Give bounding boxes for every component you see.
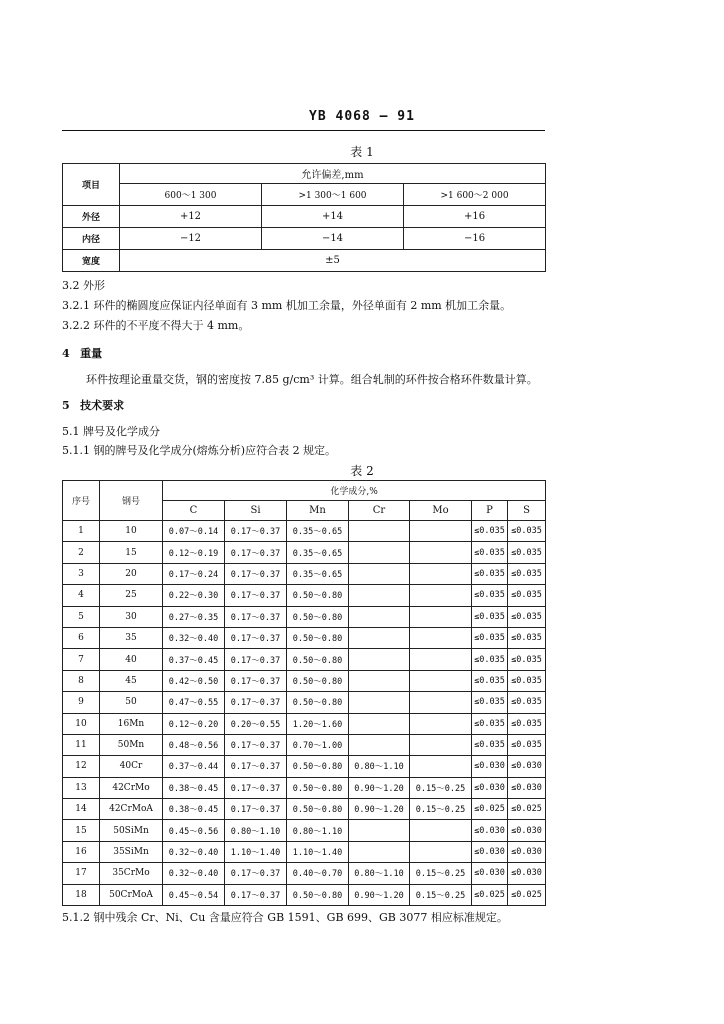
carbon-cell: 0.17～0.24 — [163, 563, 225, 584]
chromium-cell — [349, 692, 410, 713]
carbon-cell: 0.12～0.20 — [163, 713, 225, 734]
sulfur-cell: ≤0.030 — [508, 841, 546, 862]
manganese-cell: 0.50～0.80 — [287, 884, 349, 905]
element-header-p: P — [472, 501, 508, 521]
table-row — [63, 670, 546, 691]
molybdenum-cell: 0.15～0.25 — [410, 863, 472, 884]
sulfur-cell: ≤0.030 — [508, 820, 546, 841]
sulfur-cell: ≤0.035 — [508, 542, 546, 563]
steel-grade-cell: 50CrMoA — [100, 884, 163, 905]
carbon-cell: 0.07～0.14 — [163, 521, 225, 542]
serial-number-cell: 13 — [63, 777, 100, 798]
sulfur-cell: ≤0.035 — [508, 713, 546, 734]
silicon-cell: 0.17～0.37 — [225, 649, 287, 670]
silicon-cell: 0.17～0.37 — [225, 756, 287, 777]
molybdenum-cell: 0.15～0.25 — [410, 777, 472, 798]
steel-grade-cell: 35 — [100, 627, 163, 648]
serial-number-cell: 17 — [63, 863, 100, 884]
steel-grade-cell: 35CrMo — [100, 863, 163, 884]
serial-number-cell: 10 — [63, 713, 100, 734]
manganese-cell: 0.35～0.65 — [287, 521, 349, 542]
table-row — [63, 542, 546, 563]
silicon-cell: 0.20～0.55 — [225, 713, 287, 734]
sulfur-cell: ≤0.035 — [508, 734, 546, 755]
table1-caption: 表 1 — [350, 145, 374, 159]
carbon-cell: 0.45～0.56 — [163, 820, 225, 841]
phosphorus-cell: ≤0.030 — [472, 841, 508, 862]
serial-number-cell: 4 — [63, 585, 100, 606]
carbon-cell: 0.38～0.45 — [163, 799, 225, 820]
silicon-cell: 0.17～0.37 — [225, 777, 287, 798]
silicon-cell: 0.17～0.37 — [225, 627, 287, 648]
silicon-cell: 0.17～0.37 — [225, 521, 287, 542]
silicon-cell: 0.80～1.10 — [225, 820, 287, 841]
standard-code: YB 4068 — 91 — [309, 109, 415, 124]
phosphorus-cell: ≤0.035 — [472, 734, 508, 755]
silicon-cell: 0.17～0.37 — [225, 799, 287, 820]
sulfur-cell: ≤0.035 — [508, 670, 546, 691]
steel-grade-cell: 20 — [100, 563, 163, 584]
silicon-cell: 0.17～0.37 — [225, 670, 287, 691]
carbon-cell: 0.27～0.35 — [163, 606, 225, 627]
element-header-si: Si — [225, 501, 287, 521]
phosphorus-cell: ≤0.035 — [472, 649, 508, 670]
phosphorus-cell: ≤0.035 — [472, 713, 508, 734]
molybdenum-cell — [410, 756, 472, 777]
chromium-cell — [349, 521, 410, 542]
element-header-c: C — [163, 501, 225, 521]
serial-number-cell: 8 — [63, 670, 100, 691]
serial-number-header: 序号 — [63, 481, 100, 521]
table-row — [63, 820, 546, 841]
section-4-heading — [62, 345, 102, 361]
table-row — [63, 863, 546, 884]
tolerance-cell: −12 — [120, 228, 262, 250]
manganese-cell: 0.35～0.65 — [287, 542, 349, 563]
section-4-body: 环件按理论重量交货，钢的密度按 7.85 g/cm³ 计算。组合轧制的环件按合格环件数量计算。 — [86, 373, 538, 386]
silicon-cell: 0.17～0.37 — [225, 692, 287, 713]
chromium-cell: 0.80～1.10 — [349, 863, 410, 884]
steel-grade-cell: 42CrMo — [100, 777, 163, 798]
tolerance-table — [62, 163, 546, 272]
table-row — [63, 627, 546, 648]
phosphorus-cell: ≤0.030 — [472, 863, 508, 884]
tolerance-cell: −16 — [404, 228, 546, 250]
silicon-cell: 0.17～0.37 — [225, 585, 287, 606]
sulfur-cell: ≤0.025 — [508, 884, 546, 905]
section-3-2-2: 3.2.2 环件的不平度不得大于 4 mm。 — [62, 319, 250, 332]
steel-grade-header: 钢号 — [100, 481, 163, 521]
steel-grade-cell: 50SiMn — [100, 820, 163, 841]
serial-number-cell: 5 — [63, 606, 100, 627]
table-row — [63, 521, 546, 542]
carbon-cell: 0.12～0.19 — [163, 542, 225, 563]
silicon-cell: 0.17～0.37 — [225, 606, 287, 627]
phosphorus-cell: ≤0.035 — [472, 563, 508, 584]
serial-number-cell: 9 — [63, 692, 100, 713]
carbon-cell: 0.38～0.45 — [163, 777, 225, 798]
phosphorus-cell: ≤0.030 — [472, 756, 508, 777]
silicon-cell: 0.17～0.37 — [225, 734, 287, 755]
chromium-cell — [349, 542, 410, 563]
manganese-cell: 0.50～0.80 — [287, 799, 349, 820]
chromium-cell — [349, 585, 410, 606]
composition-rows — [63, 521, 546, 906]
carbon-cell: 0.47～0.55 — [163, 692, 225, 713]
range-header: 600～1 300 — [120, 184, 262, 206]
table-row — [63, 841, 546, 862]
steel-grade-cell: 50 — [100, 692, 163, 713]
table-row — [63, 799, 546, 820]
section-5-heading — [62, 397, 124, 413]
row-label-outer-diameter: 外径 — [63, 206, 120, 228]
carbon-cell: 0.32～0.40 — [163, 627, 225, 648]
steel-grade-cell: 50Mn — [100, 734, 163, 755]
chromium-cell — [349, 606, 410, 627]
phosphorus-cell: ≤0.035 — [472, 692, 508, 713]
carbon-cell: 0.32～0.40 — [163, 841, 225, 862]
carbon-cell: 0.37～0.45 — [163, 649, 225, 670]
steel-grade-cell: 15 — [100, 542, 163, 563]
element-header-mn: Mn — [287, 501, 349, 521]
sulfur-cell: ≤0.030 — [508, 756, 546, 777]
serial-number-cell: 16 — [63, 841, 100, 862]
molybdenum-cell — [410, 585, 472, 606]
chemical-composition-table — [62, 480, 546, 906]
section-5-1-1: 5.1.1 钢的牌号及化学成分(熔炼分析)应符合表 2 规定。 — [62, 444, 337, 457]
serial-number-cell: 15 — [63, 820, 100, 841]
manganese-cell: 1.20～1.60 — [287, 713, 349, 734]
molybdenum-cell: 0.15～0.25 — [410, 799, 472, 820]
steel-grade-cell: 35SiMn — [100, 841, 163, 862]
serial-number-cell: 7 — [63, 649, 100, 670]
tolerance-cell: +12 — [120, 206, 262, 228]
serial-number-cell: 1 — [63, 521, 100, 542]
phosphorus-cell: ≤0.035 — [472, 585, 508, 606]
serial-number-cell: 18 — [63, 884, 100, 905]
sulfur-cell: ≤0.035 — [508, 627, 546, 648]
molybdenum-cell — [410, 521, 472, 542]
phosphorus-cell: ≤0.035 — [472, 606, 508, 627]
molybdenum-cell — [410, 606, 472, 627]
table-row — [63, 649, 546, 670]
phosphorus-cell: ≤0.035 — [472, 542, 508, 563]
section-4-title: 重量 — [80, 347, 103, 360]
sulfur-cell: ≤0.035 — [508, 606, 546, 627]
manganese-cell: 0.50～0.80 — [287, 756, 349, 777]
width-tolerance-cell: ±5 — [120, 250, 546, 272]
steel-grade-cell: 42CrMoA — [100, 799, 163, 820]
serial-number-cell: 2 — [63, 542, 100, 563]
element-header-mo: Mo — [410, 501, 472, 521]
sulfur-cell: ≤0.030 — [508, 777, 546, 798]
silicon-cell: 0.17～0.37 — [225, 563, 287, 584]
manganese-cell: 0.70～1.00 — [287, 734, 349, 755]
steel-grade-cell: 16Mn — [100, 713, 163, 734]
table-row — [63, 563, 546, 584]
sulfur-cell: ≤0.035 — [508, 692, 546, 713]
manganese-cell: 0.50～0.80 — [287, 585, 349, 606]
section-3-2-1: 3.2.1 环件的椭圆度应保证内径单面有 3 mm 机加工余量，外径单面有 2 mm 机加工余量。 — [62, 299, 512, 312]
steel-grade-cell: 40Cr — [100, 756, 163, 777]
steel-grade-cell: 30 — [100, 606, 163, 627]
range-header: >1 300～1 600 — [262, 184, 404, 206]
carbon-cell: 0.45～0.54 — [163, 884, 225, 905]
manganese-cell: 0.80～1.10 — [287, 820, 349, 841]
table-row — [63, 713, 546, 734]
serial-number-cell: 12 — [63, 756, 100, 777]
phosphorus-cell: ≤0.030 — [472, 777, 508, 798]
phosphorus-cell: ≤0.035 — [472, 627, 508, 648]
manganese-cell: 0.50～0.80 — [287, 692, 349, 713]
manganese-cell: 0.35～0.65 — [287, 563, 349, 584]
chromium-cell: 0.80～1.10 — [349, 756, 410, 777]
element-header-s: S — [508, 501, 546, 521]
serial-number-cell: 6 — [63, 627, 100, 648]
molybdenum-cell — [410, 841, 472, 862]
tolerance-cell: +16 — [404, 206, 546, 228]
sulfur-cell: ≤0.035 — [508, 521, 546, 542]
molybdenum-cell — [410, 734, 472, 755]
manganese-cell: 0.50～0.80 — [287, 670, 349, 691]
tolerance-group-header: 允许偏差,mm — [120, 164, 546, 184]
chromium-cell — [349, 820, 410, 841]
table-row — [63, 692, 546, 713]
carbon-cell: 0.32～0.40 — [163, 863, 225, 884]
manganese-cell: 0.50～0.80 — [287, 627, 349, 648]
sulfur-cell: ≤0.035 — [508, 563, 546, 584]
table2-caption: 表 2 — [350, 464, 374, 478]
molybdenum-cell — [410, 563, 472, 584]
steel-grade-cell: 45 — [100, 670, 163, 691]
molybdenum-cell — [410, 542, 472, 563]
section-5-1: 5.1 牌号及化学成分 — [62, 425, 160, 438]
molybdenum-cell — [410, 649, 472, 670]
chromium-cell — [349, 627, 410, 648]
silicon-cell: 0.17～0.37 — [225, 542, 287, 563]
chromium-cell — [349, 563, 410, 584]
tolerance-cell: −14 — [262, 228, 404, 250]
range-header: >1 600～2 000 — [404, 184, 546, 206]
section-4-number: 4 — [62, 347, 70, 360]
molybdenum-cell — [410, 670, 472, 691]
sulfur-cell: ≤0.025 — [508, 799, 546, 820]
row-label-inner-diameter: 内径 — [63, 228, 120, 250]
phosphorus-cell: ≤0.035 — [472, 521, 508, 542]
carbon-cell: 0.37～0.44 — [163, 756, 225, 777]
serial-number-cell: 3 — [63, 563, 100, 584]
section-5-number: 5 — [62, 399, 70, 412]
sulfur-cell: ≤0.035 — [508, 585, 546, 606]
molybdenum-cell — [410, 820, 472, 841]
row-label-width: 宽度 — [63, 250, 120, 272]
phosphorus-cell: ≤0.025 — [472, 884, 508, 905]
element-header-cr: Cr — [349, 501, 410, 521]
header-rule — [62, 130, 545, 131]
section-5-title: 技术要求 — [80, 399, 125, 412]
carbon-cell: 0.22～0.30 — [163, 585, 225, 606]
serial-number-cell: 14 — [63, 799, 100, 820]
silicon-cell: 0.17～0.37 — [225, 863, 287, 884]
steel-grade-cell: 40 — [100, 649, 163, 670]
phosphorus-cell: ≤0.025 — [472, 799, 508, 820]
table-row — [63, 734, 546, 755]
chromium-cell: 0.90～1.20 — [349, 884, 410, 905]
manganese-cell: 1.10～1.40 — [287, 841, 349, 862]
molybdenum-cell — [410, 692, 472, 713]
carbon-cell: 0.48～0.56 — [163, 734, 225, 755]
phosphorus-cell: ≤0.030 — [472, 820, 508, 841]
composition-group-header: 化学成分,% — [163, 481, 546, 501]
phosphorus-cell: ≤0.035 — [472, 670, 508, 691]
chromium-cell — [349, 649, 410, 670]
sulfur-cell: ≤0.035 — [508, 649, 546, 670]
silicon-cell: 0.17～0.37 — [225, 884, 287, 905]
molybdenum-cell — [410, 627, 472, 648]
manganese-cell: 0.40～0.70 — [287, 863, 349, 884]
molybdenum-cell — [410, 713, 472, 734]
manganese-cell: 0.50～0.80 — [287, 777, 349, 798]
manganese-cell: 0.50～0.80 — [287, 649, 349, 670]
chromium-cell — [349, 713, 410, 734]
chromium-cell: 0.90～1.20 — [349, 777, 410, 798]
steel-grade-cell: 25 — [100, 585, 163, 606]
carbon-cell: 0.42～0.50 — [163, 670, 225, 691]
table-row — [63, 606, 546, 627]
molybdenum-cell: 0.15～0.25 — [410, 884, 472, 905]
section-3-2: 3.2 外形 — [62, 279, 105, 292]
chromium-cell: 0.90～1.20 — [349, 799, 410, 820]
item-header: 项目 — [63, 164, 120, 206]
table-row — [63, 585, 546, 606]
silicon-cell: 1.10～1.40 — [225, 841, 287, 862]
section-5-1-2: 5.1.2 钢中残余 Cr、Ni、Cu 含量应符合 GB 1591、GB 699、GB 3077 相应标准规定。 — [62, 911, 508, 924]
table-row — [63, 756, 546, 777]
manganese-cell: 0.50～0.80 — [287, 606, 349, 627]
table-row — [63, 884, 546, 905]
table-row — [63, 777, 546, 798]
chromium-cell — [349, 734, 410, 755]
chromium-cell — [349, 841, 410, 862]
steel-grade-cell: 10 — [100, 521, 163, 542]
chromium-cell — [349, 670, 410, 691]
tolerance-cell: +14 — [262, 206, 404, 228]
serial-number-cell: 11 — [63, 734, 100, 755]
sulfur-cell: ≤0.030 — [508, 863, 546, 884]
